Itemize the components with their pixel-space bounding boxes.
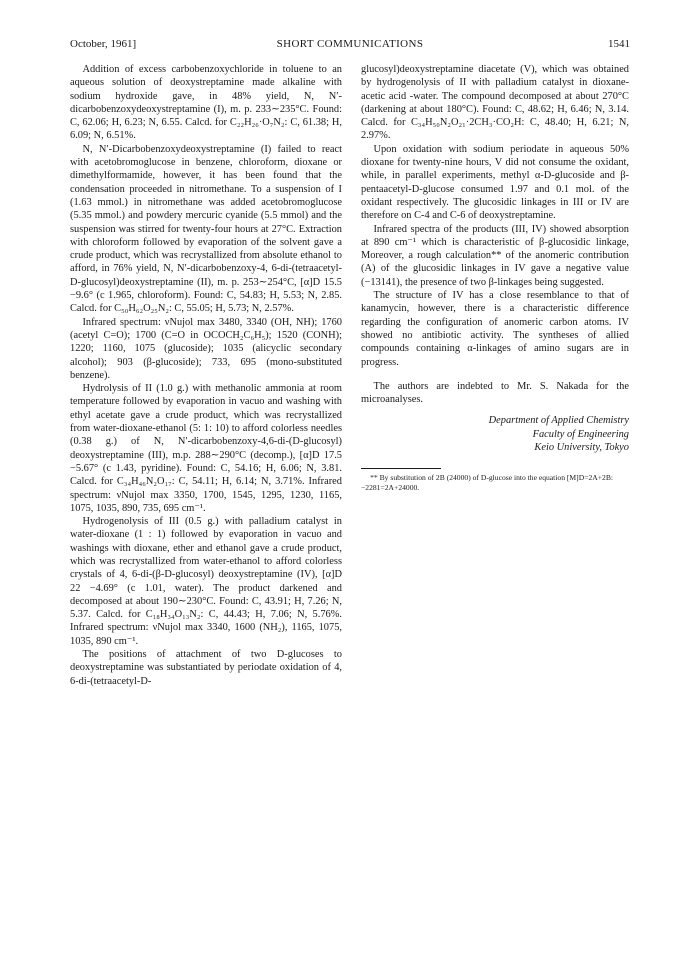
paragraph-condensation-II: N, N′-Dicarbobenzoxydeoxystreptamine (I) failed to react with acetobromoglucose in benzene, chloroform, dioxane or dimethylformamide, however, it has been found that the condensation proceeded in nitromethane. To a suspension of I (1.63 mmol.) in nitromethane was added acetobromoglucose (5.35 mmol.) and powdery mercuric cyanide (5.5 mmol) and the suspension was stirred for twenty-four hours at 27°C. Extraction with chloroform followed by evaporation of the solvent gave a crude product, which was recrystallized from absolute ethanol to afford, in 76% yield, N, N′-dicarbobenzoxy-4, 6-di-(tetraacetyl-D-glucosyl)deoxystreptamine (II), m. p. 253∼254°C, [α]D 15.5 −9.6° (c 1.965, chloroform). Found: C, 54.83; H, 5.53; N, 2.85. Calcd. for C₅₀H₆₂O₂₅N₂: C, 55.05; H, 5.73; N, 2.57%. — [70, 143, 342, 315]
affiliation-block — [361, 414, 629, 454]
paragraph-kanamycin-comparison: The structure of IV has a close resemblance to that of kanamycin, however, there is a characteristic difference regarding the configuration of anomeric carbon atoms. IV showed no antibiotic activity. The syntheses of allied compounds containing α-linkages of amino sugars are in progress. — [361, 290, 629, 368]
header-date: October, 1961] — [70, 38, 137, 50]
paragraph-infrared-spectra: Infrared spectra of the products (III, IV) showed absorption at 890 cm⁻¹ which is characteristic of β-glucosidic linkage, Moreover, a rough calculation** of the anomeric contribution (A) of the glucosidic linkages in IV gave a negative value (−13141), the presence of two β-linkages being suggested. — [361, 223, 629, 288]
paragraph-synthesis-I: Addition of excess carbobenzoxychloride in toluene to an aqueous solution of deoxystreptamine made alkaline with sodium hydroxide gave, in 48% yield, N, N′-dicarbobenzoxydeoxystreptamine (I), m. p. 233∼235°C. Found: C, 62.06; H, 6.23; N, 6.55. Calcd. for C₂₂H₂₆·O₇N₂: C, 61.38; H, 6.09; N, 6.51%. — [70, 64, 342, 142]
affiliation-university: Keio University, Tokyo — [534, 442, 629, 454]
affiliation-faculty: Faculty of Engineering — [532, 428, 629, 440]
footnote: ** By substitution of 2B (24000) of D-glucose into the equation [M]D=2A+2B: −2281=2A+24000. — [361, 473, 614, 493]
affiliation-department: Department of Applied Chemistry — [488, 415, 629, 427]
paragraph-infrared-II: Infrared spectrum: νNujol max 3480, 3340 (OH, NH); 1760 (acetyl C=O); 1700 (C=O in OCOCH₂C₆H₅); 1520 (CONH); 1220; 1160, 1075 (glucoside); 1035 (alicyclic secondary alcohol); 903 (β-glucoside); 733, 695 (mono-substituted benzene). — [70, 316, 342, 381]
paragraph-hydrolysis-III: Hydrolysis of II (1.0 g.) with methanolic ammonia at room temperature followed by evaporation in vacuo and washing with ethyl acetate gave a crude product, which was recrystallized from water-dioxane-ethanol (5: 1: 10) to afford colorless needles (0.38 g.) of N, N′-dicarbobenzoxy-4,6-di-(D-glucosyl) deoxystreptamine (III), m.p. 288∼290°C (decomp.), [α]D 17.5 −5.67° (c 1.43, pyridine). Found: C, 54.16; H, 6.06; N, 3.81. Calcd. for C₃₄H₄₆N₂O₁₇: C, 54.11; H, 6.14; N, 3.71%. Infrared spectrum: νNujol max 3350, 1700, 1545, 1295, 1230, 1165, 1075, 1035, 890, 735, 695 cm⁻¹. — [70, 383, 342, 514]
right-column — [361, 63, 629, 493]
footnote-divider — [361, 468, 441, 469]
paragraph-periodate-oxidation: Upon oxidation with sodium periodate in aqueous 50% dioxane for twenty-nine hours, V did not consume the oxidant, while, in parallel experiments, methyl α-D-glucoside and β-pentaacetyl-D-glucose consumed 1.97 and 0.1 mol. of the oxidant respectively. The glucosidic linkages in III or IV are therefore on C-4 and C-6 of deoxystreptamine. — [361, 143, 629, 222]
left-column — [70, 63, 342, 688]
running-header — [70, 38, 630, 52]
acknowledgement: The authors are indebted to Mr. S. Nakada for the microanalyses. — [361, 380, 629, 406]
paragraph-positions-start: The positions of attachment of two D-glucoses to deoxystreptamine was substantiated by periodate oxidation of 4, 6-di-(tetraacetyl-D- — [70, 649, 342, 687]
paragraph-positions-continued: glucosyl)deoxystreptamine diacetate (V), which was obtained by hydrogenolysis of II with palladium catalyst in dioxane-acetic acid -water. The compound decomposed at about 270°C (darkening at about 180°C). Found: C, 48.62; H, 6.46; N, 3.14. Calcd. for C₃₄H₅₀N₂O₂₁·2CH₃·CO₂H: C, 48.40; H, 6.21; N, 2.97%. — [361, 64, 629, 142]
header-page-number: 1541 — [608, 38, 630, 50]
header-title: SHORT COMMUNICATIONS — [276, 38, 424, 50]
paragraph-hydrogenolysis-IV: Hydrogenolysis of III (0.5 g.) with palladium catalyst in water-dioxane (1 : 1) followed by evaporation in vacuo and washings with dioxane, ether and ethanol gave a crude product, which was recrystallized from water-ethanol to afford colorless crystals of 4, 6-di-(β-D-glucosyl) deoxystreptamine (IV), [α]D 22 −4.69° (c 1.01, water). The product darkened and decomposed at about 190∼230°C. Found: C, 43.91; H, 7.26; N, 5.37. Calcd. for C₁₈H₃₄O₁₃N₂: C, 44.43; H, 7.06; N, 5.76%. Infrared spectrum: νNujol max 3340, 1600 (NH₂), 1165, 1075, 1035, 890 cm⁻¹. — [70, 516, 342, 647]
